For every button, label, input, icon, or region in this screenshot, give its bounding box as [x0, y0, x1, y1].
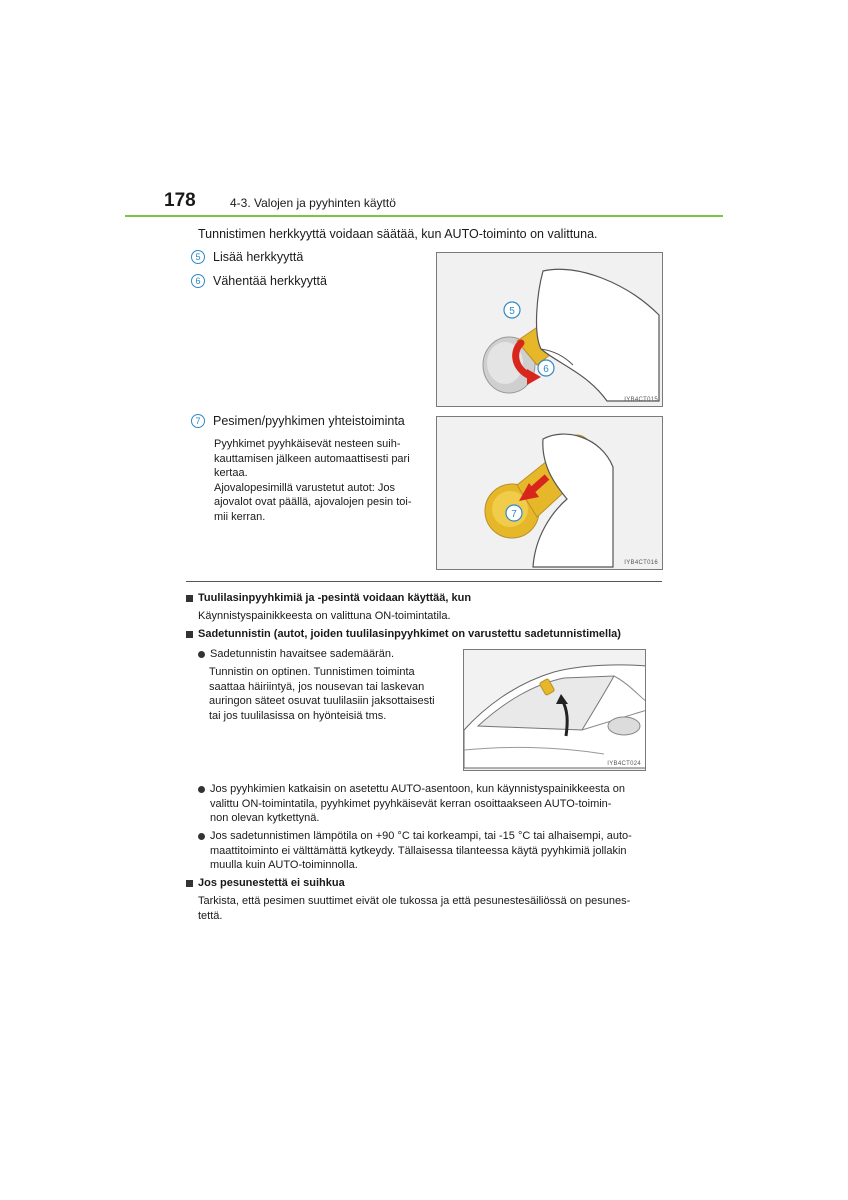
square-bullet-icon: [186, 880, 193, 887]
item-label: Pesimen/pyyhkimen yhteistoiminta: [213, 414, 405, 428]
page-number: 178: [164, 190, 196, 211]
section-divider: [186, 581, 662, 582]
item-washer-wiper: [191, 414, 405, 428]
section-body-usable: Käynnistyspainikkeesta on valittuna ON-toimintatila.: [198, 610, 451, 622]
section-title: 4-3. Valojen ja pyyhinten käyttö: [230, 196, 396, 210]
figure-code: IYB4CT015: [624, 397, 658, 403]
item-label: Lisää herkkyyttä: [213, 250, 304, 264]
intro-text: Tunnistimen herkkyyttä voidaan säätää, kun AUTO-toiminto on valittuna.: [198, 227, 598, 241]
figure-windshield-sensor: [463, 649, 646, 771]
item7-description: Pyyhkimet pyyhkäisevät nesteen suih- kauttamisen jälkeen automaattisesti pari kertaa. Ajovalopesimillä varustetut autot: Jos ajovalot ovat päällä, ajovalojen pesin toi- mii kerran.: [214, 438, 412, 523]
square-bullet-icon: [186, 631, 193, 638]
item-increase-sensitivity: [191, 250, 303, 264]
pull-knob-illustration: [437, 417, 663, 570]
round-bullet-icon: [198, 833, 205, 840]
svg-text:5: 5: [509, 306, 515, 317]
round-bullet-icon: [198, 786, 205, 793]
section-heading-rain-sensor: Sadetunnistin (autot, joiden tuulilasinpyyhkimet on varustettu sadetunnistimella): [186, 628, 621, 640]
item-decrease-sensitivity: [191, 274, 327, 288]
figure-code: IYB4CT024: [607, 761, 641, 767]
header-rule: [125, 215, 723, 217]
figure-washer-knob: [436, 416, 663, 570]
svg-text:6: 6: [543, 364, 549, 375]
section-heading-no-spray: Jos pesunestettä ei suihkua: [186, 877, 345, 889]
section-heading-usable: Tuulilasinpyyhkimiä ja -pesintä voidaan käyttää, kun: [186, 592, 471, 604]
number-circle-icon: 5: [191, 250, 205, 264]
square-bullet-icon: [186, 595, 193, 602]
figure-code: IYB4CT016: [624, 560, 658, 566]
knob-hand-illustration: [437, 253, 663, 407]
bullet-temperature: Jos sadetunnistimen lämpötila on +90 °C tai korkeampi, tai -15 °C tai alhaisempi, auto- maattitoiminto ei välttämättä kytkeydy. Tällaisessa tilanteessa käytä pyyhkimiä jollakin muulla kuin AUTO-toiminnolla.: [198, 829, 662, 873]
number-circle-icon: 6: [191, 274, 205, 288]
number-circle-icon: 7: [191, 414, 205, 428]
figure-knob-sensitivity: [436, 252, 663, 407]
car-windshield-illustration: [464, 650, 646, 771]
rain-sensor-detail: Tunnistin on optinen. Tunnistimen toiminta saattaa häiriintyä, jos nousevan tai laskevan auringon säteet osuvat tuulilasiin jaksottaisesti tai jos tuulilasissa on hyönteisiä tms.: [209, 666, 435, 722]
section-body-no-spray: Tarkista, että pesimen suuttimet eivät ole tukossa ja että pesunestesäiliössä on pesunes- tettä.: [198, 895, 631, 922]
round-bullet-icon: [198, 651, 205, 658]
svg-text:7: 7: [511, 509, 517, 520]
bullet-auto-position: Jos pyyhkimien katkaisin on asetettu AUTO-asentoon, kun käynnistyspainikkeesta on valittu ON-toimintatila, pyyhkimet pyyhkäisevät kerran osoittaakseen AUTO-toimin- non olevan kytkettynä.: [198, 782, 662, 826]
item-label: Vähentää herkkyyttä: [213, 274, 327, 288]
bullet-rain-amount: Sadetunnistin havaitsee sademäärän.: [198, 647, 394, 662]
